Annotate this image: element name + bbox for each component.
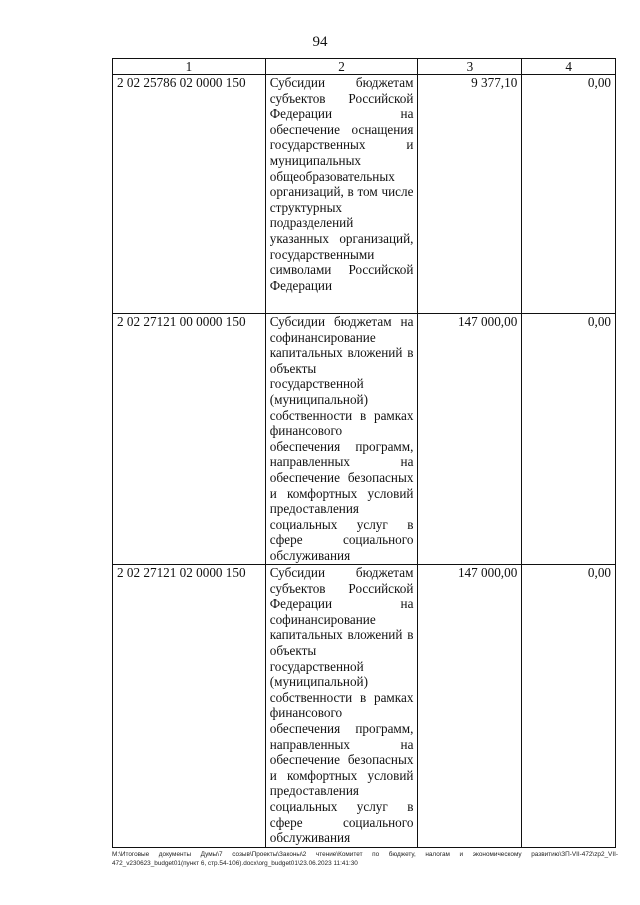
amount-col3: 9 377,10 [418, 75, 522, 314]
row-description: Субсидии бюджетам субъектов Российской Федерации на обеспечение оснащения государственных и муниципальных общеобразовательных организаций, в том числе структурных подразделений указанных организаций, государственными символами Российской Федерации [265, 75, 418, 314]
amount-col4: 0,00 [522, 75, 616, 314]
document-path-footer: M:\Итоговые документы Думы\7 созыв\Проекты\Законы\2 чтение\Комитет по бюджету, налогам и экономическому развитию\ЗП-VII-472\zp2_VII-472_v230623_budget01(пункт 6, стр.54-106).docx\org_budget01\23.06.2023 11:41:30 [112, 851, 618, 867]
amount-col3: 147 000,00 [418, 314, 522, 565]
amount-col4: 0,00 [522, 565, 616, 848]
row-description: Субсидии бюджетам субъектов Российской Федерации на софинансирование капитальных вложений в объекты государственной (муниципальной) собственности в рамках финансового обеспечения программ, направленных на обеспечение безопасных и комфортных условий предоставления социальных услуг в сфере социального обслуживания [265, 565, 418, 848]
column-header-4: 4 [522, 59, 616, 75]
budget-code: 2 02 25786 02 0000 150 [113, 75, 266, 314]
page-number: 94 [312, 34, 328, 50]
column-header-2: 2 [265, 59, 418, 75]
table-row [113, 565, 616, 848]
row-description: Субсидии бюджетам на софинансирование капитальных вложений в объекты государственной (муниципальной) собственности в рамках финансового обеспечения программ, направленных на обеспечение безопасных и комфортных условий предоставления социальных услуг в сфере социального обслуживания [265, 314, 418, 565]
table-row [113, 75, 616, 314]
column-header-1: 1 [113, 59, 266, 75]
budget-code: 2 02 27121 00 0000 150 [113, 314, 266, 565]
amount-col4: 0,00 [522, 314, 616, 565]
budget-table [112, 58, 616, 848]
column-header-3: 3 [418, 59, 522, 75]
budget-code: 2 02 27121 02 0000 150 [113, 565, 266, 848]
amount-col3: 147 000,00 [418, 565, 522, 848]
table-header-row [113, 59, 616, 75]
table-row [113, 314, 616, 565]
